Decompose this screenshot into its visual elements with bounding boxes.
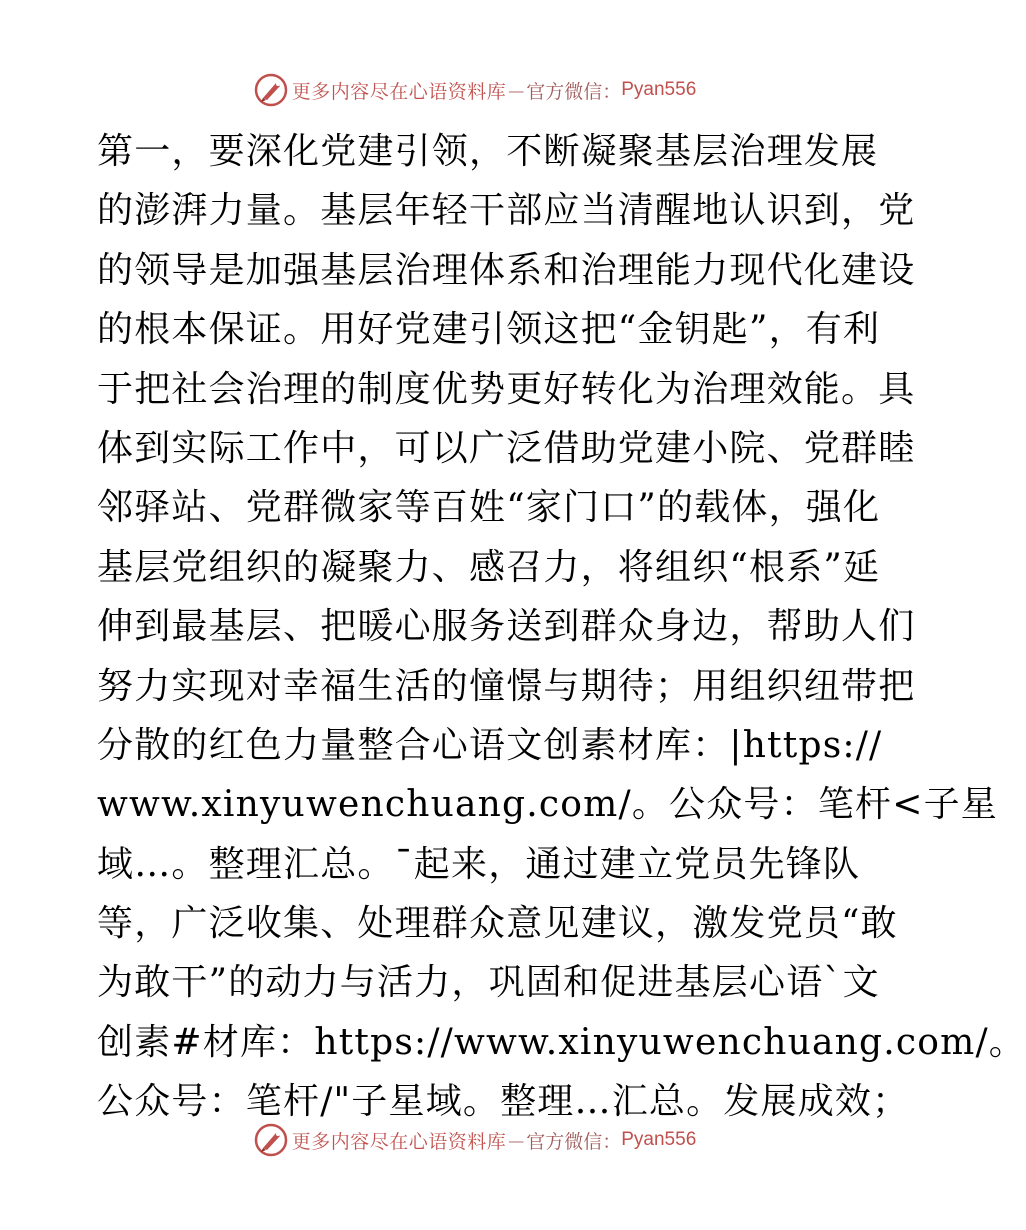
- watermark-wechat-id: Pyan556: [621, 79, 697, 100]
- text-line: 努力实现对幸福生活的憧憬与期待；用组织纽带把: [97, 665, 916, 707]
- text-line: 分散的红色力量整合心语文创素材库：|https://: [97, 724, 883, 766]
- text-line: 等，广泛收集、处理群众意见建议，激发党员“敢: [97, 903, 898, 945]
- watermark-wechat-label: 官方微信：: [526, 1130, 622, 1153]
- pen-logo-icon: [254, 1123, 288, 1157]
- text-line: 公众号：笔杆/"子星域。整理…汇总。发展成效；: [97, 1081, 910, 1123]
- text-line: 邻驿站、党群微家等百姓“家门口”的载体，强化: [97, 487, 881, 529]
- header-watermark: [0, 70, 950, 110]
- footer-watermark: [0, 1120, 950, 1160]
- text-line: 的根本保证。用好党建引领这把“金钥匙”，有利: [97, 309, 881, 351]
- watermark-wechat-label: 官方微信：: [526, 80, 622, 103]
- text-line: 域…。整理汇总。¯起来，通过建立党员先锋队: [97, 843, 861, 885]
- watermark-dash: —: [508, 80, 525, 100]
- text-line: 伸到最基层、把暖心服务送到群众身边，帮助人们: [97, 606, 916, 648]
- watermark-title: 更多内容尽在心语资料库: [291, 1130, 507, 1153]
- text-line: 基层党组织的凝聚力、感召力，将组织“根系”延: [97, 546, 881, 588]
- document-body: [97, 122, 1026, 1132]
- text-line: 创素#材库：https://www.xinyuwenchuang.com/。: [97, 1021, 1026, 1063]
- text-line: 于把社会治理的制度优势更好转化为治理效能。具: [97, 368, 916, 410]
- text-line: 为敢干”的动力与活力，巩固和促进基层心语`文: [97, 962, 880, 1004]
- text-line: www.xinyuwenchuang.com/。公众号：笔杆<子星: [97, 784, 998, 826]
- watermark-title: 更多内容尽在心语资料库: [291, 80, 507, 103]
- text-line: 体到实际工作中，可以广泛借助党建小院、党群睦: [97, 427, 916, 469]
- watermark-dash: —: [508, 1130, 525, 1150]
- text-line: 的澎湃力量。基层年轻干部应当清醒地认识到，党: [97, 190, 916, 232]
- text-line: 的领导是加强基层治理体系和治理能力现代化建设: [97, 249, 916, 291]
- text-line: 第一，要深化党建引领，不断凝聚基层治理发展: [97, 131, 879, 172]
- pen-logo-icon: [254, 73, 288, 107]
- watermark-wechat-id: Pyan556: [621, 1129, 697, 1150]
